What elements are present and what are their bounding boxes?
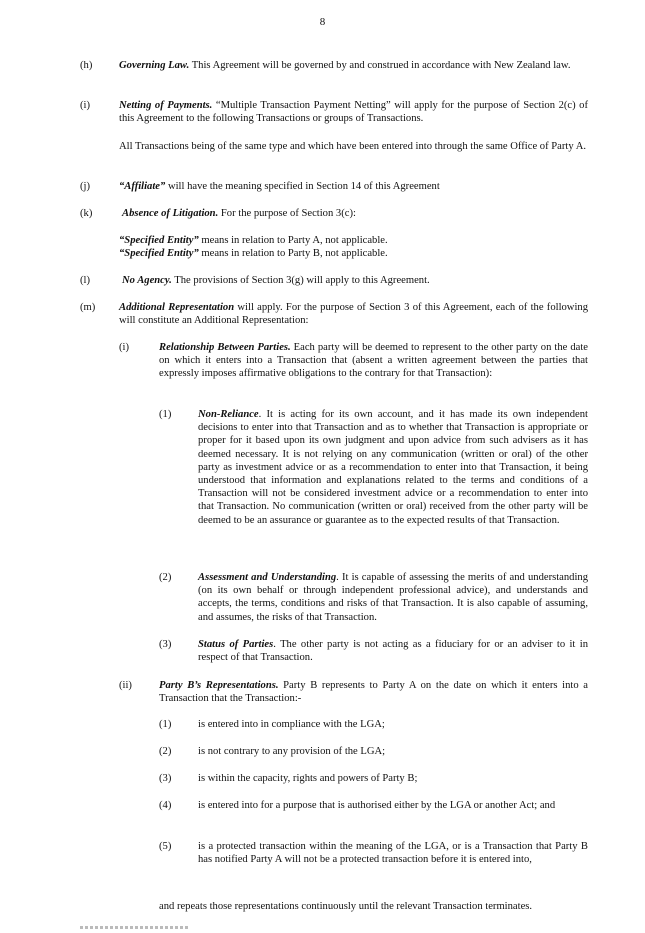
clause-h — [119, 59, 588, 72]
clause-l-heading: No Agency. — [122, 275, 172, 286]
item-m-ii-4: is entered into for a purpose that is authorised either by the LGA or another Act; and — [198, 800, 556, 811]
item-m-i-3-text: . The other party is not acting as a fiduciary for or an adviser to it in respect of that Transaction. — [198, 639, 588, 664]
clause-m-heading: Additional Representation — [119, 302, 235, 313]
page-number: 8 — [319, 16, 326, 28]
clause-k-text: For the purpose of Section 3(c): — [218, 208, 356, 219]
item-label-m-ii-3: (3) — [159, 773, 172, 784]
subclause-m-i-heading: Relationship Between Parties. — [159, 342, 291, 353]
item-m-ii-3: is within the capacity, rights and powers of Party B; — [198, 773, 418, 784]
clause-m — [119, 301, 588, 327]
item-m-i-3 — [198, 638, 588, 664]
clause-i-heading: Netting of Payments. — [119, 100, 213, 111]
item-m-ii-2: is not contrary to any provision of the LGA; — [198, 746, 386, 757]
footer-reference-mark — [80, 926, 190, 929]
clause-label-i: (i) — [80, 100, 90, 111]
closing-paragraph: and repeats those representations continuously until the relevant Transaction terminates. — [159, 901, 533, 912]
item-m-ii-5: is a protected transaction within the meaning of the LGA, or is a Transaction that Party B has notified Party A will not be a protected transaction before it is entered into, — [198, 841, 588, 866]
clause-l-text: The provisions of Section 3(g) will apply to this Agreement. — [171, 275, 430, 286]
clause-i-paragraph-2: All Transactions being of the same type and which have been entered into through the same Office of Party A. — [119, 141, 586, 152]
item-label-m-i-1: (1) — [159, 409, 172, 420]
clause-h-text: This Agreement will be governed by and construed in accordance with New Zealand law. — [189, 60, 571, 71]
clause-j — [119, 180, 588, 193]
clause-label-k: (k) — [80, 208, 93, 219]
clause-l — [122, 274, 588, 287]
clause-j-text: will have the meaning specified in Section 14 of this Agreement — [165, 181, 440, 192]
subclause-label-m-i: (i) — [119, 342, 129, 353]
clause-k — [122, 207, 588, 220]
item-m-i-3-heading: Status of Parties — [198, 639, 274, 650]
clause-j-heading: “Affiliate” — [119, 181, 166, 192]
clause-label-m: (m) — [80, 302, 96, 313]
item-label-m-ii-5: (5) — [159, 841, 172, 852]
specified-entity-text-a: means in relation to Party A, not applicable. — [198, 235, 388, 246]
subclause-m-ii-text: Party B represents to Party A on the date on which it enters into a Transaction that the Transaction:- — [159, 680, 588, 705]
subclause-label-m-ii: (ii) — [119, 680, 132, 691]
specified-entity-text-b: means in relation to Party B, not applicable. — [198, 248, 388, 259]
item-m-i-1-text: . It is acting for its own account, and it has made its own independent decisions to enter into that Transaction and as to whether that Transaction is appropriate or proper for it based upon its own judgment and upon advice from such advisers as it has deemed necessary. It is not relying on any communication (written or oral) of the other party as investment advice or as a recommendation to enter into that Transaction, it being understood that information and explanations related to the terms and conditions of a Transaction will not be considered investment advice or a recommendation to enter into that Transaction. No communication (written or oral) received from the other party will be deemed to be an assurance or guarantee as to the expected results of that Transaction. — [198, 409, 588, 526]
clause-k-heading: Absence of Litigation. — [122, 208, 219, 219]
item-m-i-2-heading: Assessment and Understanding — [198, 572, 337, 583]
subclause-m-ii-heading: Party B’s Representations. — [159, 680, 279, 691]
item-m-i-2 — [198, 571, 588, 624]
item-label-m-i-3: (3) — [159, 639, 172, 650]
clause-i — [119, 99, 588, 125]
item-m-i-1-heading: Non-Reliance — [198, 409, 259, 420]
subclause-m-i-text: Each party will be deemed to represent to the other party on the date on which it enters into a Transaction that (absent a written agreement between the parties that expressly imposes affirmative obligations to the contrary for that Transaction): — [159, 342, 588, 380]
subclause-m-ii — [159, 679, 588, 705]
item-m-i-1 — [198, 408, 588, 527]
item-label-m-ii-2: (2) — [159, 746, 172, 757]
clause-h-heading: Governing Law. — [119, 60, 190, 71]
item-m-ii-1: is entered into in compliance with the LGA; — [198, 719, 385, 730]
item-label-m-ii-4: (4) — [159, 800, 172, 811]
item-label-m-ii-1: (1) — [159, 719, 172, 730]
clause-k-line-2 — [119, 247, 588, 260]
subclause-m-i — [159, 341, 588, 381]
clause-m-text: will apply. For the purpose of Section 3 of this Agreement, each of the following will constitute an Additional Representation: — [119, 302, 588, 327]
clause-label-l: (l) — [80, 275, 90, 286]
clause-i-text: “Multiple Transaction Payment Netting” will apply for the purpose of Section 2(c) of this Agreement to the following Transactions or groups of Transactions. — [119, 100, 588, 125]
clause-label-h: (h) — [80, 60, 93, 71]
item-label-m-i-2: (2) — [159, 572, 172, 583]
item-m-i-2-text: . It is capable of assessing the merits of and understanding (on its own behalf or through independent professional advice), and understands and accepts, the terms, conditions and risks of that Transaction. It is also capable of assuming, and assumes, the risks of that Transaction. — [198, 572, 588, 623]
clause-k-line-1 — [119, 234, 588, 247]
clause-label-j: (j) — [80, 181, 90, 192]
specified-entity-heading-a: “Specified Entity” — [119, 235, 199, 246]
specified-entity-heading-b: “Specified Entity” — [119, 248, 199, 259]
